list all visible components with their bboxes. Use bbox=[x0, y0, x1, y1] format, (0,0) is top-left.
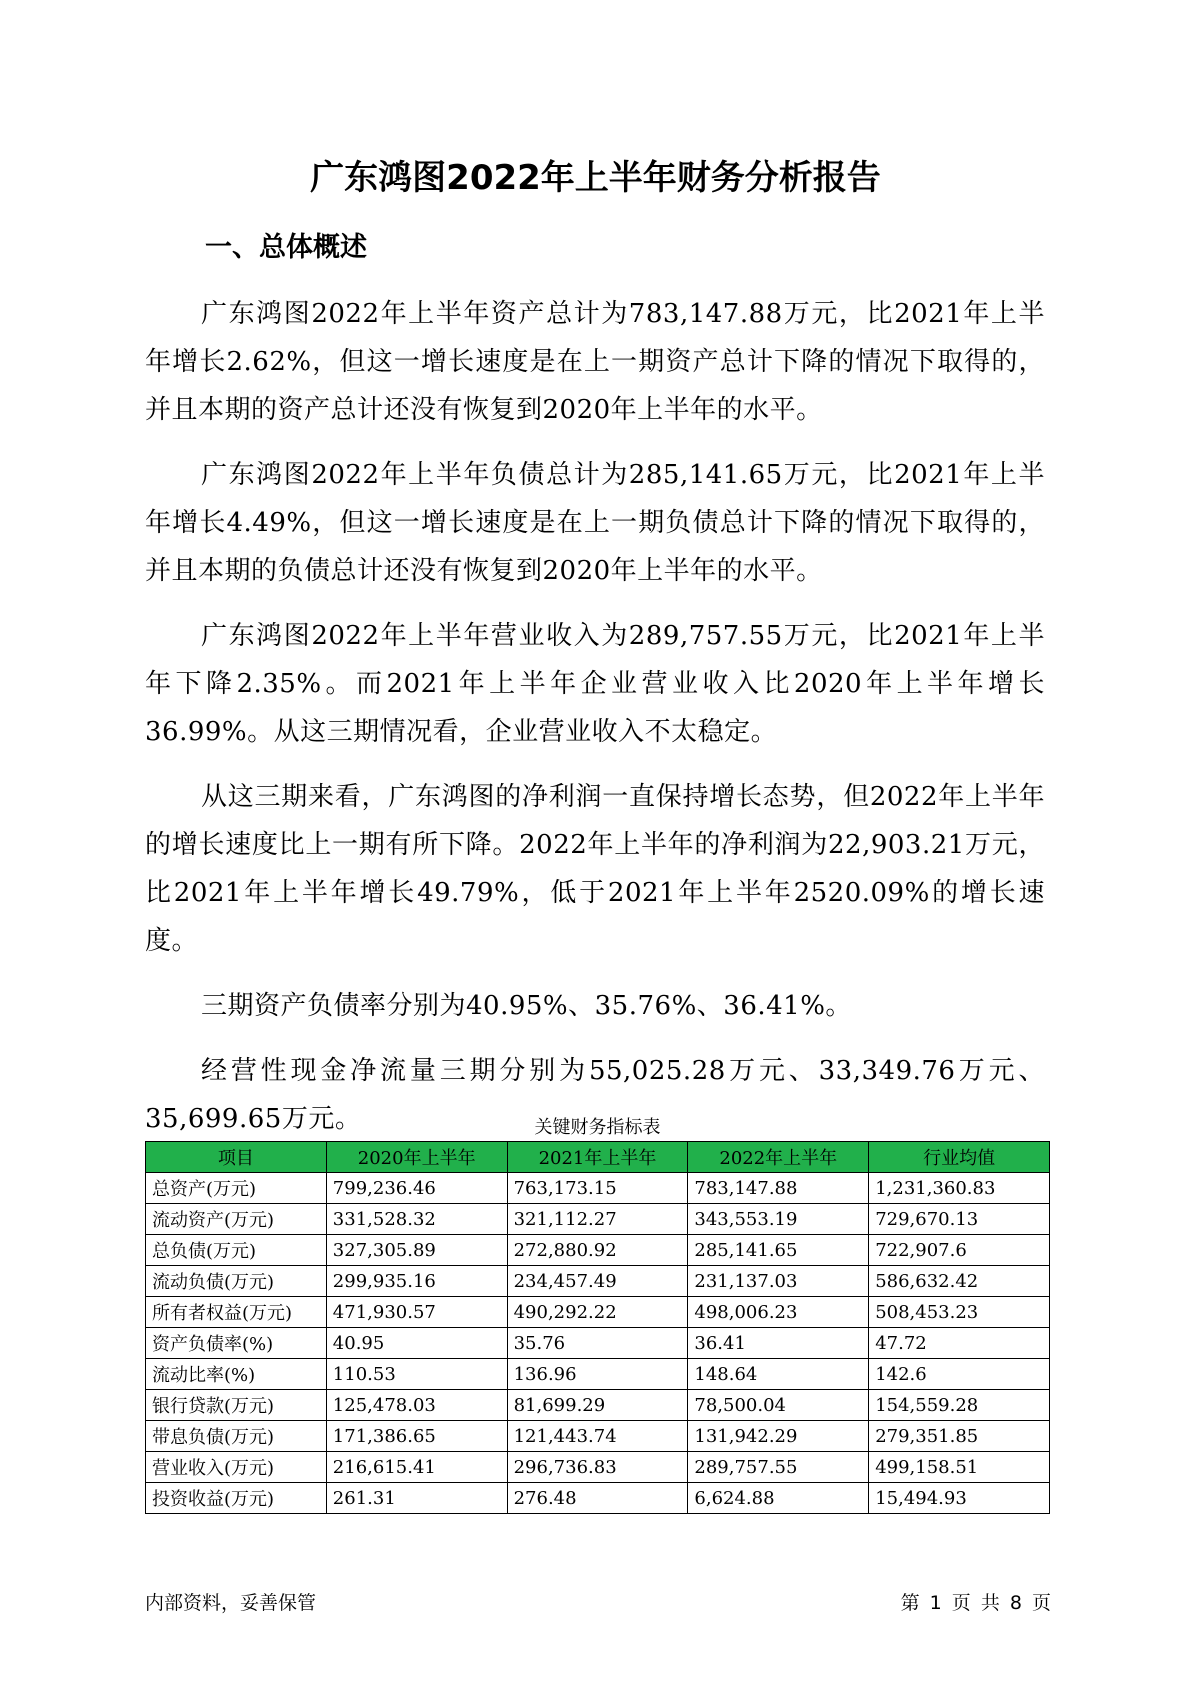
table-row bbox=[146, 1328, 1050, 1359]
table-cell: 763,173.15 bbox=[507, 1173, 688, 1204]
table-row bbox=[146, 1173, 1050, 1204]
table-cell: 171,386.65 bbox=[326, 1421, 507, 1452]
table-row bbox=[146, 1266, 1050, 1297]
table-row bbox=[146, 1235, 1050, 1266]
table-cell: 299,935.16 bbox=[326, 1266, 507, 1297]
page-title: 广东鸿图2022年上半年财务分析报告 bbox=[310, 158, 881, 198]
table-cell: 296,736.83 bbox=[507, 1452, 688, 1483]
paragraph-total-assets: 广东鸿图2022年上半年资产总计为783,147.88万元，比2021年上半年增长2.62%，但这一增长速度是在上一期资产总计下降的情况下取得的，并且本期的资产总计还没有恢复到2020年上半年的水平。 bbox=[145, 299, 1045, 425]
paragraph-debt-ratio: 三期资产负债率分别为40.95%、35.76%、36.41%。 bbox=[201, 991, 852, 1021]
table-cell: 729,670.13 bbox=[869, 1204, 1050, 1235]
table-cell: 343,553.19 bbox=[688, 1204, 869, 1235]
table-cell: 银行贷款(万元) bbox=[146, 1390, 327, 1421]
table-cell: 营业收入(万元) bbox=[146, 1452, 327, 1483]
overview-body bbox=[145, 290, 1045, 1160]
column-header: 2021年上半年 bbox=[507, 1142, 688, 1173]
table-cell: 110.53 bbox=[326, 1359, 507, 1390]
table-caption: 关键财务指标表 bbox=[534, 1117, 661, 1138]
table-cell: 285,141.65 bbox=[688, 1235, 869, 1266]
table-cell: 流动比率(%) bbox=[146, 1359, 327, 1390]
table-cell: 78,500.04 bbox=[688, 1390, 869, 1421]
table-cell: 279,351.85 bbox=[869, 1421, 1050, 1452]
table-cell: 321,112.27 bbox=[507, 1204, 688, 1235]
table-cell: 490,292.22 bbox=[507, 1297, 688, 1328]
table-cell: 498,006.23 bbox=[688, 1297, 869, 1328]
table-cell: 327,305.89 bbox=[326, 1235, 507, 1266]
financial-indicators-table bbox=[145, 1141, 1050, 1514]
table-cell: 流动资产(万元) bbox=[146, 1204, 327, 1235]
table-cell: 276.48 bbox=[507, 1483, 688, 1514]
paragraph-net-profit: 从这三期来看，广东鸿图的净利润一直保持增长态势，但2022年上半年的增长速度比上一期有所下降。2022年上半年的净利润为22,903.21万元，比2021年上半年增长49.79%，低于2021年上半年2520.09%的增长速度。 bbox=[145, 782, 1045, 956]
table-header-row bbox=[146, 1142, 1050, 1173]
table-cell: 234,457.49 bbox=[507, 1266, 688, 1297]
table-cell: 586,632.42 bbox=[869, 1266, 1050, 1297]
paragraph-cash-flow: 经营性现金净流量三期分别为55,025.28万元、33,349.76万元、35,699.65万元。 bbox=[145, 1056, 1045, 1134]
table-cell: 投资收益(万元) bbox=[146, 1483, 327, 1514]
table-cell: 流动负债(万元) bbox=[146, 1266, 327, 1297]
column-header: 行业均值 bbox=[869, 1142, 1050, 1173]
table-cell: 231,137.03 bbox=[688, 1266, 869, 1297]
table-row bbox=[146, 1452, 1050, 1483]
footer-confidential-note: 内部资料，妥善保管 bbox=[145, 1592, 317, 1614]
table-cell: 121,443.74 bbox=[507, 1421, 688, 1452]
table-cell: 131,942.29 bbox=[688, 1421, 869, 1452]
table-cell: 799,236.46 bbox=[326, 1173, 507, 1204]
table-cell: 总负债(万元) bbox=[146, 1235, 327, 1266]
table-cell: 142.6 bbox=[869, 1359, 1050, 1390]
table-cell: 81,699.29 bbox=[507, 1390, 688, 1421]
table-cell: 154,559.28 bbox=[869, 1390, 1050, 1421]
table-cell: 40.95 bbox=[326, 1328, 507, 1359]
table-cell: 总资产(万元) bbox=[146, 1173, 327, 1204]
table-cell: 35.76 bbox=[507, 1328, 688, 1359]
column-header: 项目 bbox=[146, 1142, 327, 1173]
paragraph-total-liabilities: 广东鸿图2022年上半年负债总计为285,141.65万元，比2021年上半年增长4.49%，但这一增长速度是在上一期负债总计下降的情况下取得的，并且本期的负债总计还没有恢复到2020年上半年的水平。 bbox=[145, 460, 1045, 586]
table-cell: 6,624.88 bbox=[688, 1483, 869, 1514]
table-cell: 261.31 bbox=[326, 1483, 507, 1514]
table-cell: 1,231,360.83 bbox=[869, 1173, 1050, 1204]
table-cell: 722,907.6 bbox=[869, 1235, 1050, 1266]
column-header: 2020年上半年 bbox=[326, 1142, 507, 1173]
table-row bbox=[146, 1483, 1050, 1514]
table-row bbox=[146, 1390, 1050, 1421]
paragraph-revenue: 广东鸿图2022年上半年营业收入为289,757.55万元，比2021年上半年下降2.35%。而2021年上半年企业营业收入比2020年上半年增长36.99%。从这三期情况看，企业营业收入不太稳定。 bbox=[145, 621, 1045, 747]
footer-page-number: 第 1 页 共 8 页 bbox=[900, 1592, 1051, 1614]
table-cell: 136.96 bbox=[507, 1359, 688, 1390]
table-cell: 471,930.57 bbox=[326, 1297, 507, 1328]
table-cell: 508,453.23 bbox=[869, 1297, 1050, 1328]
table-cell: 125,478.03 bbox=[326, 1390, 507, 1421]
table-cell: 272,880.92 bbox=[507, 1235, 688, 1266]
table-row bbox=[146, 1421, 1050, 1452]
table-cell: 331,528.32 bbox=[326, 1204, 507, 1235]
table-cell: 所有者权益(万元) bbox=[146, 1297, 327, 1328]
table-cell: 148.64 bbox=[688, 1359, 869, 1390]
table-cell: 15,494.93 bbox=[869, 1483, 1050, 1514]
table-cell: 783,147.88 bbox=[688, 1173, 869, 1204]
column-header: 2022年上半年 bbox=[688, 1142, 869, 1173]
table-cell: 47.72 bbox=[869, 1328, 1050, 1359]
table-cell: 带息负债(万元) bbox=[146, 1421, 327, 1452]
table-cell: 资产负债率(%) bbox=[146, 1328, 327, 1359]
table-cell: 289,757.55 bbox=[688, 1452, 869, 1483]
table-row bbox=[146, 1204, 1050, 1235]
table-row bbox=[146, 1359, 1050, 1390]
table-cell: 499,158.51 bbox=[869, 1452, 1050, 1483]
table-cell: 216,615.41 bbox=[326, 1452, 507, 1483]
table-row bbox=[146, 1297, 1050, 1328]
table-cell: 36.41 bbox=[688, 1328, 869, 1359]
section-heading: 一、总体概述 bbox=[205, 232, 367, 263]
